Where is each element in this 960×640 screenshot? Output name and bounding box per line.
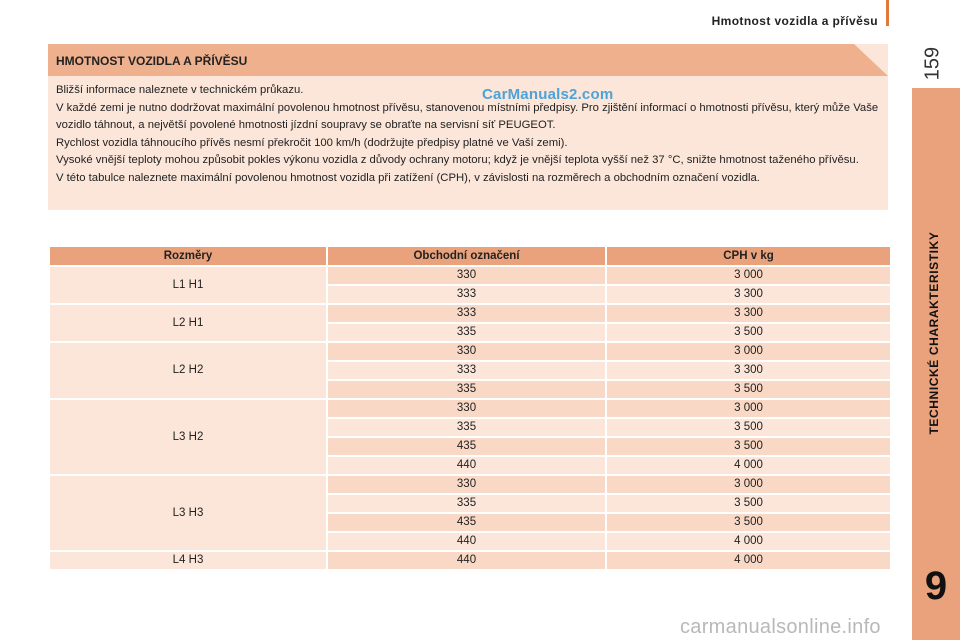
- header-accent-rule: [886, 0, 889, 26]
- info-paragraph: Vysoké vnější teploty mohou způsobit pokles výkonu vozidla z důvody ochrany motoru; když je vnější teplota vyšší než 37 °C, snižte hmotnost taženého přívěsu.: [56, 154, 859, 167]
- dimension-cell: L2 H1: [50, 305, 326, 341]
- dimension-cell: L2 H2: [50, 343, 326, 398]
- table-row: [50, 400, 890, 417]
- trade-name-cell: 440: [328, 552, 605, 569]
- cph-cell: 4 000: [607, 552, 890, 569]
- column-header-dimensions: Rozměry: [50, 247, 326, 265]
- table-body: [50, 267, 890, 569]
- cph-cell: 3 500: [607, 419, 890, 436]
- info-panel: [48, 44, 888, 210]
- weight-table: [48, 245, 892, 571]
- page-header-title: Hmotnost vozidla a přívěsu: [711, 14, 878, 28]
- info-panel-title: HMOTNOST VOZIDLA A PŘÍVĚSU: [56, 54, 248, 68]
- watermark-carmanualsonline: carmanualsonline.info: [680, 616, 881, 638]
- trade-name-cell: 335: [328, 324, 605, 341]
- trade-name-cell: 333: [328, 305, 605, 322]
- trade-name-cell: 330: [328, 267, 605, 284]
- dimension-cell: L3 H3: [50, 476, 326, 550]
- trade-name-cell: 330: [328, 400, 605, 417]
- trade-name-cell: 330: [328, 476, 605, 493]
- page-number-text: 159: [921, 46, 944, 81]
- cph-cell: 3 500: [607, 514, 890, 531]
- chapter-side-label-text: TECHNICKÉ CHARAKTERISTIKY: [927, 231, 941, 435]
- table-row: [50, 476, 890, 493]
- watermark-carmanuals2: CarManuals2.com: [482, 86, 614, 103]
- chapter-side-label: [914, 90, 954, 550]
- cph-cell: 3 300: [607, 286, 890, 303]
- dimension-cell: L4 H3: [50, 552, 326, 569]
- table-row: [50, 267, 890, 284]
- table-row: [50, 552, 890, 569]
- trade-name-cell: 333: [328, 286, 605, 303]
- trade-name-cell: 335: [328, 419, 605, 436]
- cph-cell: 3 000: [607, 343, 890, 360]
- chapter-number: 9: [924, 564, 948, 608]
- cph-cell: 3 500: [607, 438, 890, 455]
- dimension-cell: L1 H1: [50, 267, 326, 303]
- column-header-cph: CPH v kg: [607, 247, 890, 265]
- trade-name-cell: 330: [328, 343, 605, 360]
- trade-name-cell: 335: [328, 381, 605, 398]
- cph-cell: 3 500: [607, 381, 890, 398]
- cph-cell: 3 000: [607, 267, 890, 284]
- trade-name-cell: 435: [328, 438, 605, 455]
- cph-cell: 3 300: [607, 305, 890, 322]
- info-panel-body: [56, 82, 882, 188]
- info-paragraph: Bližší informace naleznete v technickém průkazu.: [56, 84, 304, 96]
- info-paragraph: Rychlost vozidla táhnoucího přívěs nesmí překročit 100 km/h (dodržujte předpisy platné ve Vaší zemi).: [56, 136, 568, 149]
- column-header-trade-name: Obchodní označení: [328, 247, 605, 265]
- cph-cell: 3 000: [607, 476, 890, 493]
- trade-name-cell: 335: [328, 495, 605, 512]
- cph-cell: 3 000: [607, 400, 890, 417]
- page-number: [918, 42, 948, 82]
- trade-name-cell: 440: [328, 457, 605, 474]
- trade-name-cell: 440: [328, 533, 605, 550]
- dimension-cell: L3 H2: [50, 400, 326, 474]
- cph-cell: 3 300: [607, 362, 890, 379]
- table-row: [50, 343, 890, 360]
- cph-cell: 3 500: [607, 495, 890, 512]
- table-row: [50, 305, 890, 322]
- cph-cell: 4 000: [607, 457, 890, 474]
- trade-name-cell: 435: [328, 514, 605, 531]
- cph-cell: 4 000: [607, 533, 890, 550]
- table-header-row: [50, 247, 890, 265]
- cph-cell: 3 500: [607, 324, 890, 341]
- info-paragraph: V každé zemi je nutno dodržovat maximální povolenou hmotnost přívěsu, stanovenou místními předpisy. Pro zjištění informací o hmotnosti přívěsu, který může Vaše vozidlo táhnout, a největší povolené hmotnosti jízdní soupravy se obraťte na servisní síť PEUGEOT.: [56, 101, 879, 132]
- trade-name-cell: 333: [328, 362, 605, 379]
- info-paragraph: V této tabulce naleznete maximální povolenou hmotnost vozidla při zatížení (CPH), v závislosti na rozměrech a obchodním označení vozidla.: [56, 171, 760, 184]
